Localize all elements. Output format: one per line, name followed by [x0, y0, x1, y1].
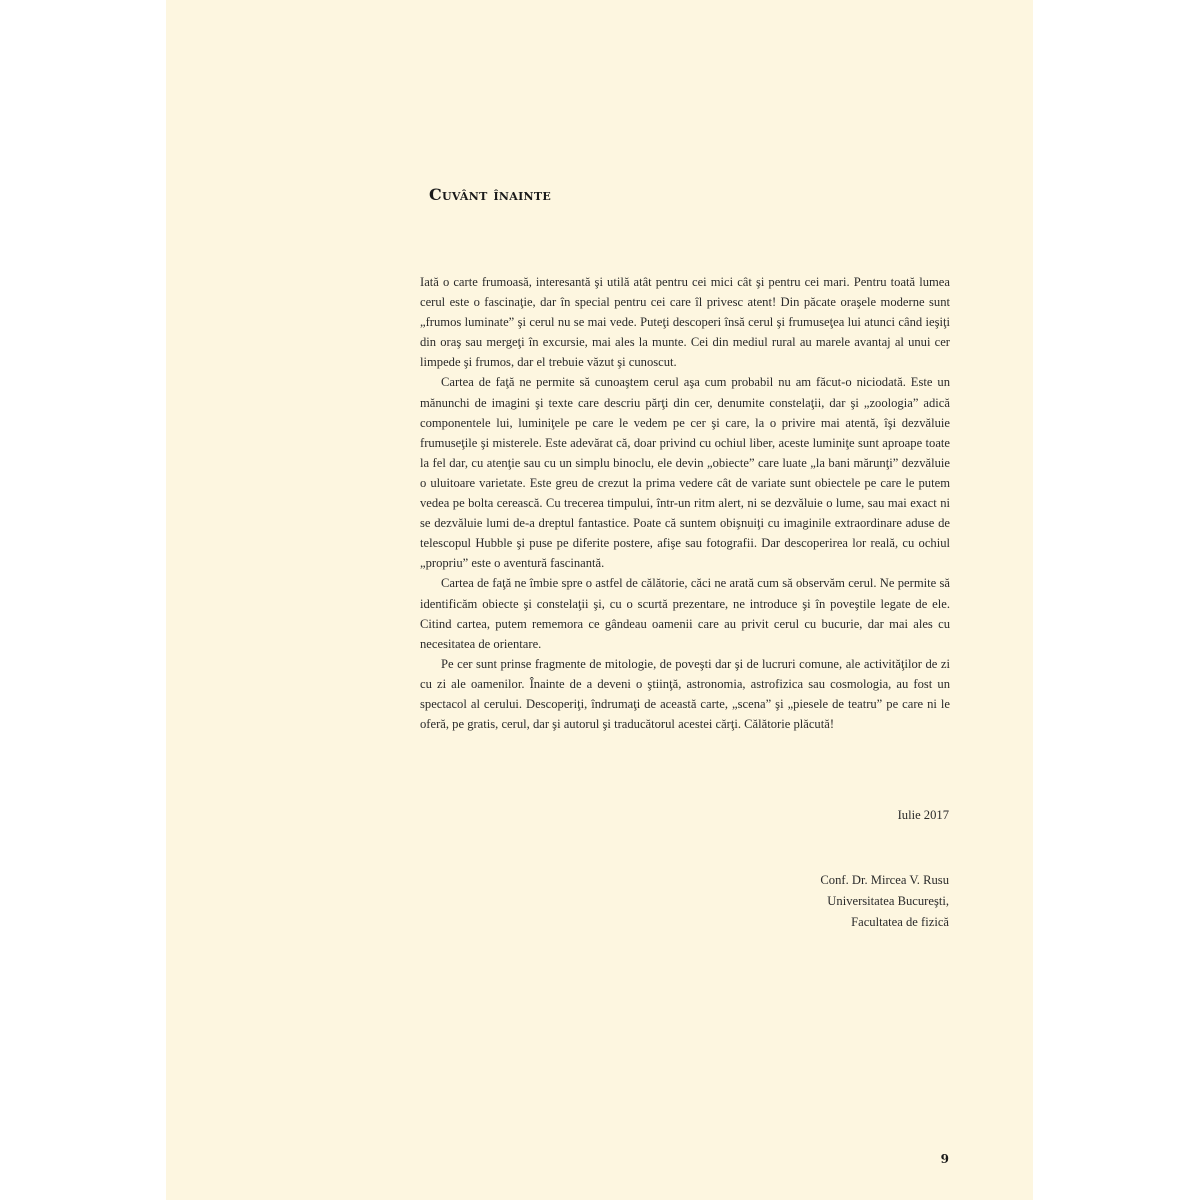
foreword-body	[420, 272, 950, 734]
book-page	[166, 0, 1033, 1200]
paragraph-3: Cartea de faţă ne îmbie spre o astfel de călătorie, căci ne arată cum să observăm cerul. Ne permite să identificăm obiecte şi constelaţii şi, cu o scurtă prezentare, ne introduce şi în poveştile legate de ele. Citind cartea, putem rememora ce gândeau oamenii care au privit cerul cu bucurie, dar mai ales cu necesitatea de orientare.	[420, 576, 950, 651]
paragraph-4: Pe cer sunt prinse fragmente de mitologie, de poveşti dar şi de lucruri comune, ale activităţilor de zi cu zi ale oamenilor. Înainte de a deveni o ştiinţă, astronomia, astrofizica sau cosmologia, au fost un spectacol al cerului. Descoperiţi, îndrumaţi de această carte, „scena” şi „piesele de teatru” pe care ni le oferă, pe gratis, cerul, dar şi autorul şi traducătorul acestei cărţi. Călătorie plăcută!	[420, 656, 950, 732]
paragraph-2: Cartea de faţă ne permite să cunoaştem cerul aşa cum probabil nu am făcut-o niciodată. Este un mănunchi de imagini şi texte care descriu părţi din cer, denumite constelaţii, dar şi „zoologia” adică componentele lui, luminiţele pe care le vedem pe cer şi care, la o privire mai atentă, îşi dezvăluie frumuseţile şi misterele. Este adevărat că, doar privind cu ochiul liber, aceste luminiţe sunt aproape toate la fel dar, cu atenţie sau cu un simplu binoclu, ele devin „obiecte” care luate „la bani mărunţi” dezvăluie o uluitoare varietate. Este greu de crezut la prima vedere cât de variate sunt obiectele pe care le putem vedea pe bolta cerească. Cu trecerea timpului, într-un ritm alert, ni se dezvăluie o lume, sau mai exact ni se dezvăluie lumi de-a dreptul fantastice. Poate că suntem obişnuiţi cu imaginile extraordinare aduse de telescopul Hubble şi puse pe diferite postere, afişe sau fotografii. Dar descoperirea lor reală, cu ochiul „propriu” este o aventură fascinantă.	[420, 375, 950, 571]
author-university: Universitatea Bucureşti,	[827, 894, 949, 908]
signature-block	[820, 870, 949, 933]
author-faculty: Facultatea de fizică	[851, 915, 949, 929]
date-line: Iulie 2017	[897, 808, 949, 822]
paragraph-1: Iată o carte frumoasă, interesantă şi utilă atât pentru cei mici cât şi pentru cei mari. Pentru toată lumea cerul este o fascinaţie, dar în special pentru cei care îl privesc atent! Din păcate oraşele moderne sunt „frumos luminate” şi cerul nu se mai vede. Puteţi descoperi însă cerul şi frumuseţea lui atunci când ieşiţi din oraş sau mergeţi în excursie, mai ales la munte. Cei din mediul rural au marele avantaj al unui cer limpede şi frumos, dar el trebuie văzut şi cunoscut.	[420, 275, 950, 370]
page-title: Cuvânt înainte	[429, 185, 552, 204]
page-number: 9	[940, 1152, 949, 1166]
author-name: Conf. Dr. Mircea V. Rusu	[820, 873, 949, 887]
